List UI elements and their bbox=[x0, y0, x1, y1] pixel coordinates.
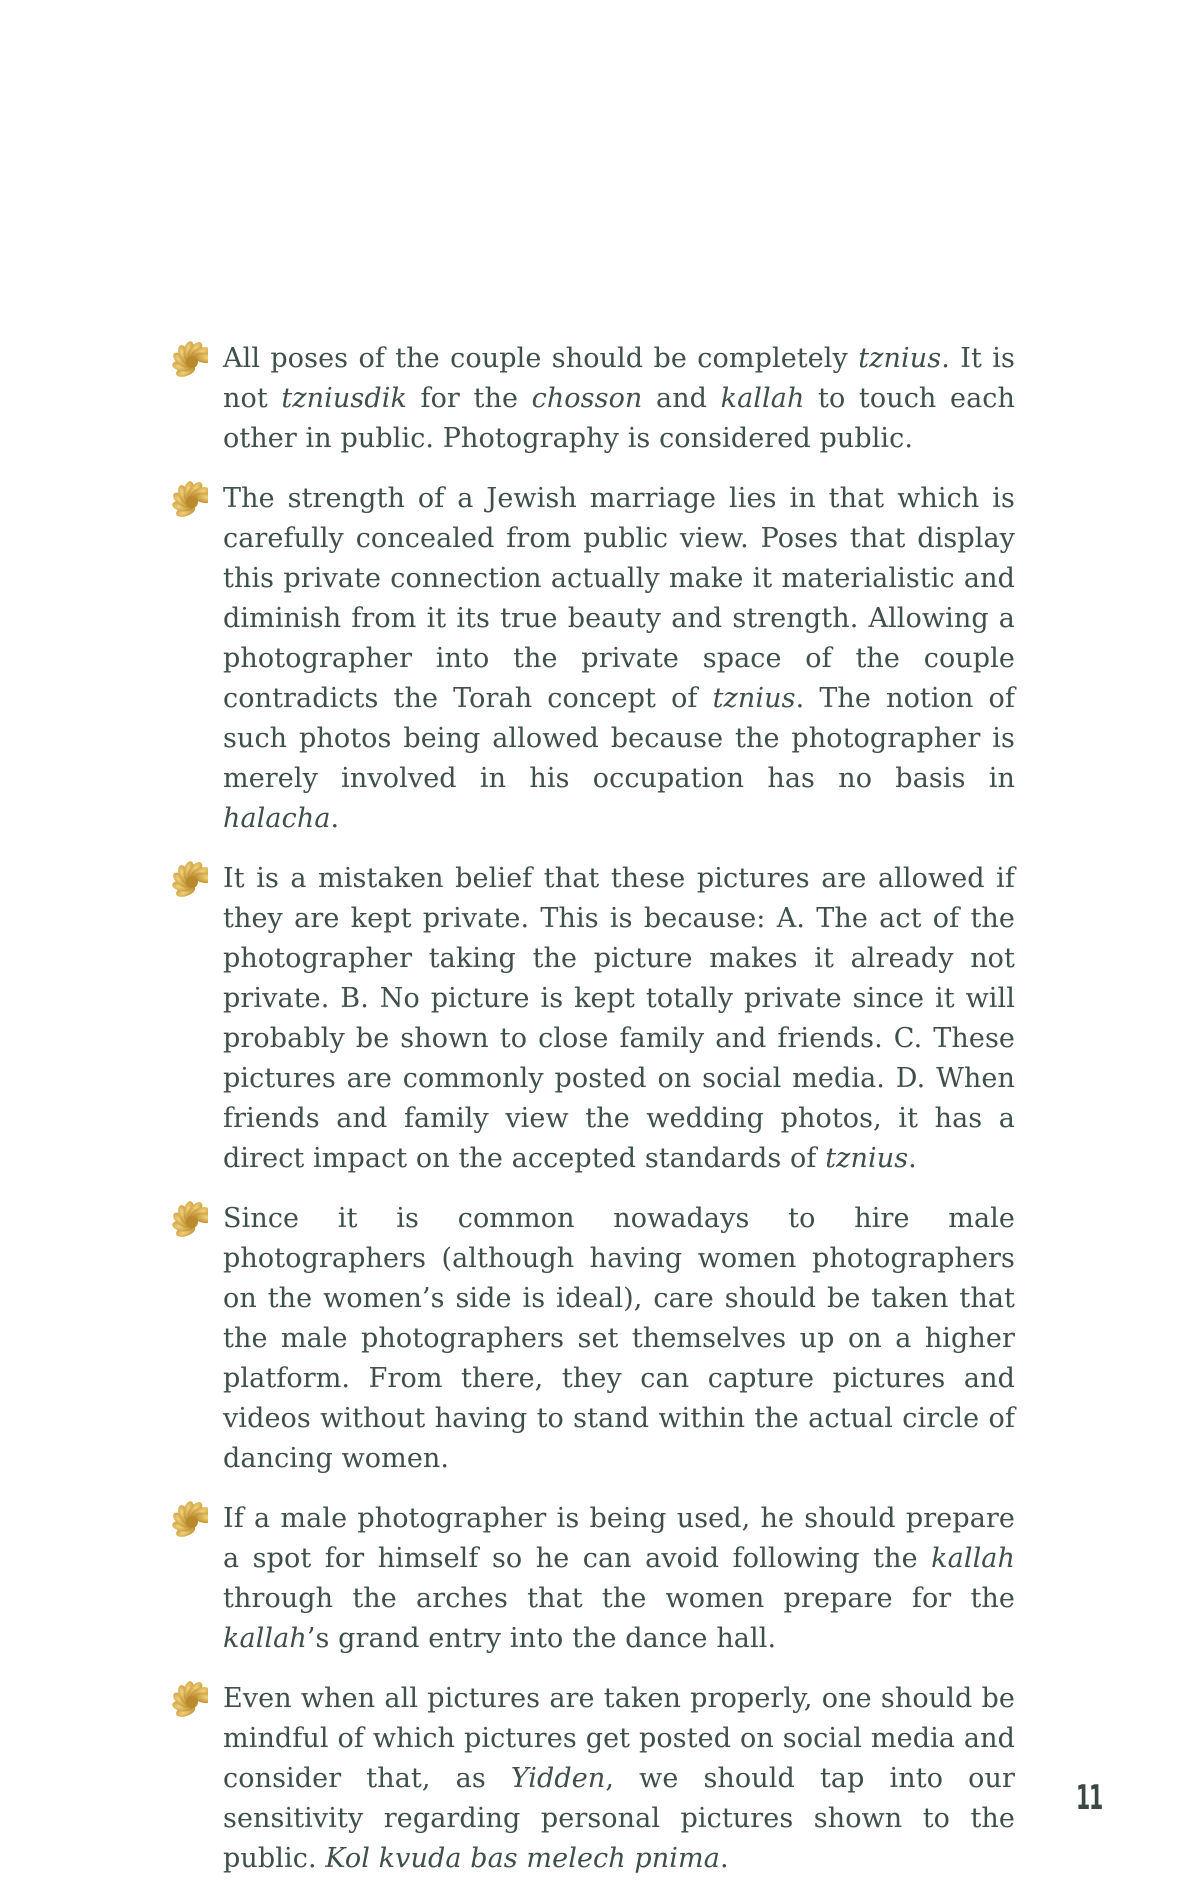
italic-term: halacha bbox=[223, 803, 331, 834]
italic-term: kallah bbox=[720, 383, 805, 414]
text-run: through the arches that the women prepare for the bbox=[223, 1583, 1015, 1614]
text-run: It is a mistaken belief that these pictures are allowed if they are kept private. This is because: A. The act of the photographer taking the picture makes it already not private. B. No picture is kept totally private since it will probably be shown to close family and friends. C. These pictures are commonly posted on social media. D. When friends and family view the wedding photos, it has a direct impact on the accepted standards of bbox=[223, 863, 1015, 1174]
bullet-paragraph bbox=[223, 1199, 1015, 1479]
bullet-paragraph bbox=[223, 479, 1015, 839]
text-run: . bbox=[719, 1843, 729, 1874]
text-run: and bbox=[642, 383, 721, 414]
bullet-paragraph bbox=[223, 1499, 1015, 1659]
text-run: Even when all pictures are taken properly, one should be mindful of which pictures get posted on social media and consider that, as bbox=[223, 1683, 1015, 1794]
text-run: All poses of the couple should be completely bbox=[223, 343, 859, 374]
italic-term: Yidden bbox=[510, 1763, 606, 1794]
text-run: for the bbox=[406, 383, 532, 414]
italic-term: kallah bbox=[931, 1543, 1015, 1574]
text-run: Since it is common nowadays to hire male photographers (although having women photographers on the women’s side is ideal), care should be taken that the male photographers set themselves up on a higher platform. From there, they can capture pictures and videos without having to stand within the actual circle of dancing women. bbox=[223, 1203, 1015, 1474]
italic-term: kallah bbox=[223, 1623, 307, 1654]
text-run: . bbox=[330, 803, 340, 834]
italic-term: tznius bbox=[712, 683, 796, 714]
gold-flower-icon bbox=[166, 1201, 208, 1243]
text-run: . bbox=[908, 1143, 917, 1174]
text-run: to touch each other in public. Photography is considered public. bbox=[223, 383, 1015, 454]
italic-term: chosson bbox=[531, 383, 643, 414]
gold-flower-icon bbox=[166, 1501, 208, 1543]
bullet-paragraph bbox=[223, 1679, 1015, 1879]
gold-flower-icon bbox=[166, 481, 208, 523]
italic-term: Kol kvuda bas melech pnima bbox=[325, 1843, 720, 1874]
text-run: If a male photographer is being used, he should prepare a spot for himself so he can avoid following the bbox=[223, 1503, 1015, 1574]
bullet-list bbox=[223, 339, 1015, 1879]
italic-term: tzniusdik bbox=[281, 383, 407, 414]
gold-flower-icon bbox=[166, 341, 208, 383]
bullet-paragraph bbox=[223, 339, 1015, 459]
text-run: . It is not bbox=[223, 343, 1015, 414]
italic-term: tznius bbox=[825, 1143, 909, 1174]
italic-term: tznius bbox=[858, 343, 942, 374]
text-run: . The notion of such photos being allowed because the photographer is merely involved in his occupation has no basis in bbox=[223, 683, 1015, 794]
bullet-paragraph bbox=[223, 859, 1015, 1179]
page-number: 11 bbox=[1076, 1778, 1102, 1818]
gold-flower-icon bbox=[166, 1681, 208, 1723]
text-run: , we should tap into our sensitivity regarding personal pictures shown to the public. bbox=[223, 1763, 1015, 1874]
gold-flower-icon bbox=[166, 861, 208, 903]
text-run: ’s grand entry into the dance hall. bbox=[306, 1623, 777, 1654]
text-run: The strength of a Jewish marriage lies in that which is carefully concealed from public view. Poses that display this private connection actually make it materialistic and diminish from it its true beauty and strength. Allowing a photographer into the private space of the couple contradicts the Torah concept of bbox=[223, 483, 1015, 714]
